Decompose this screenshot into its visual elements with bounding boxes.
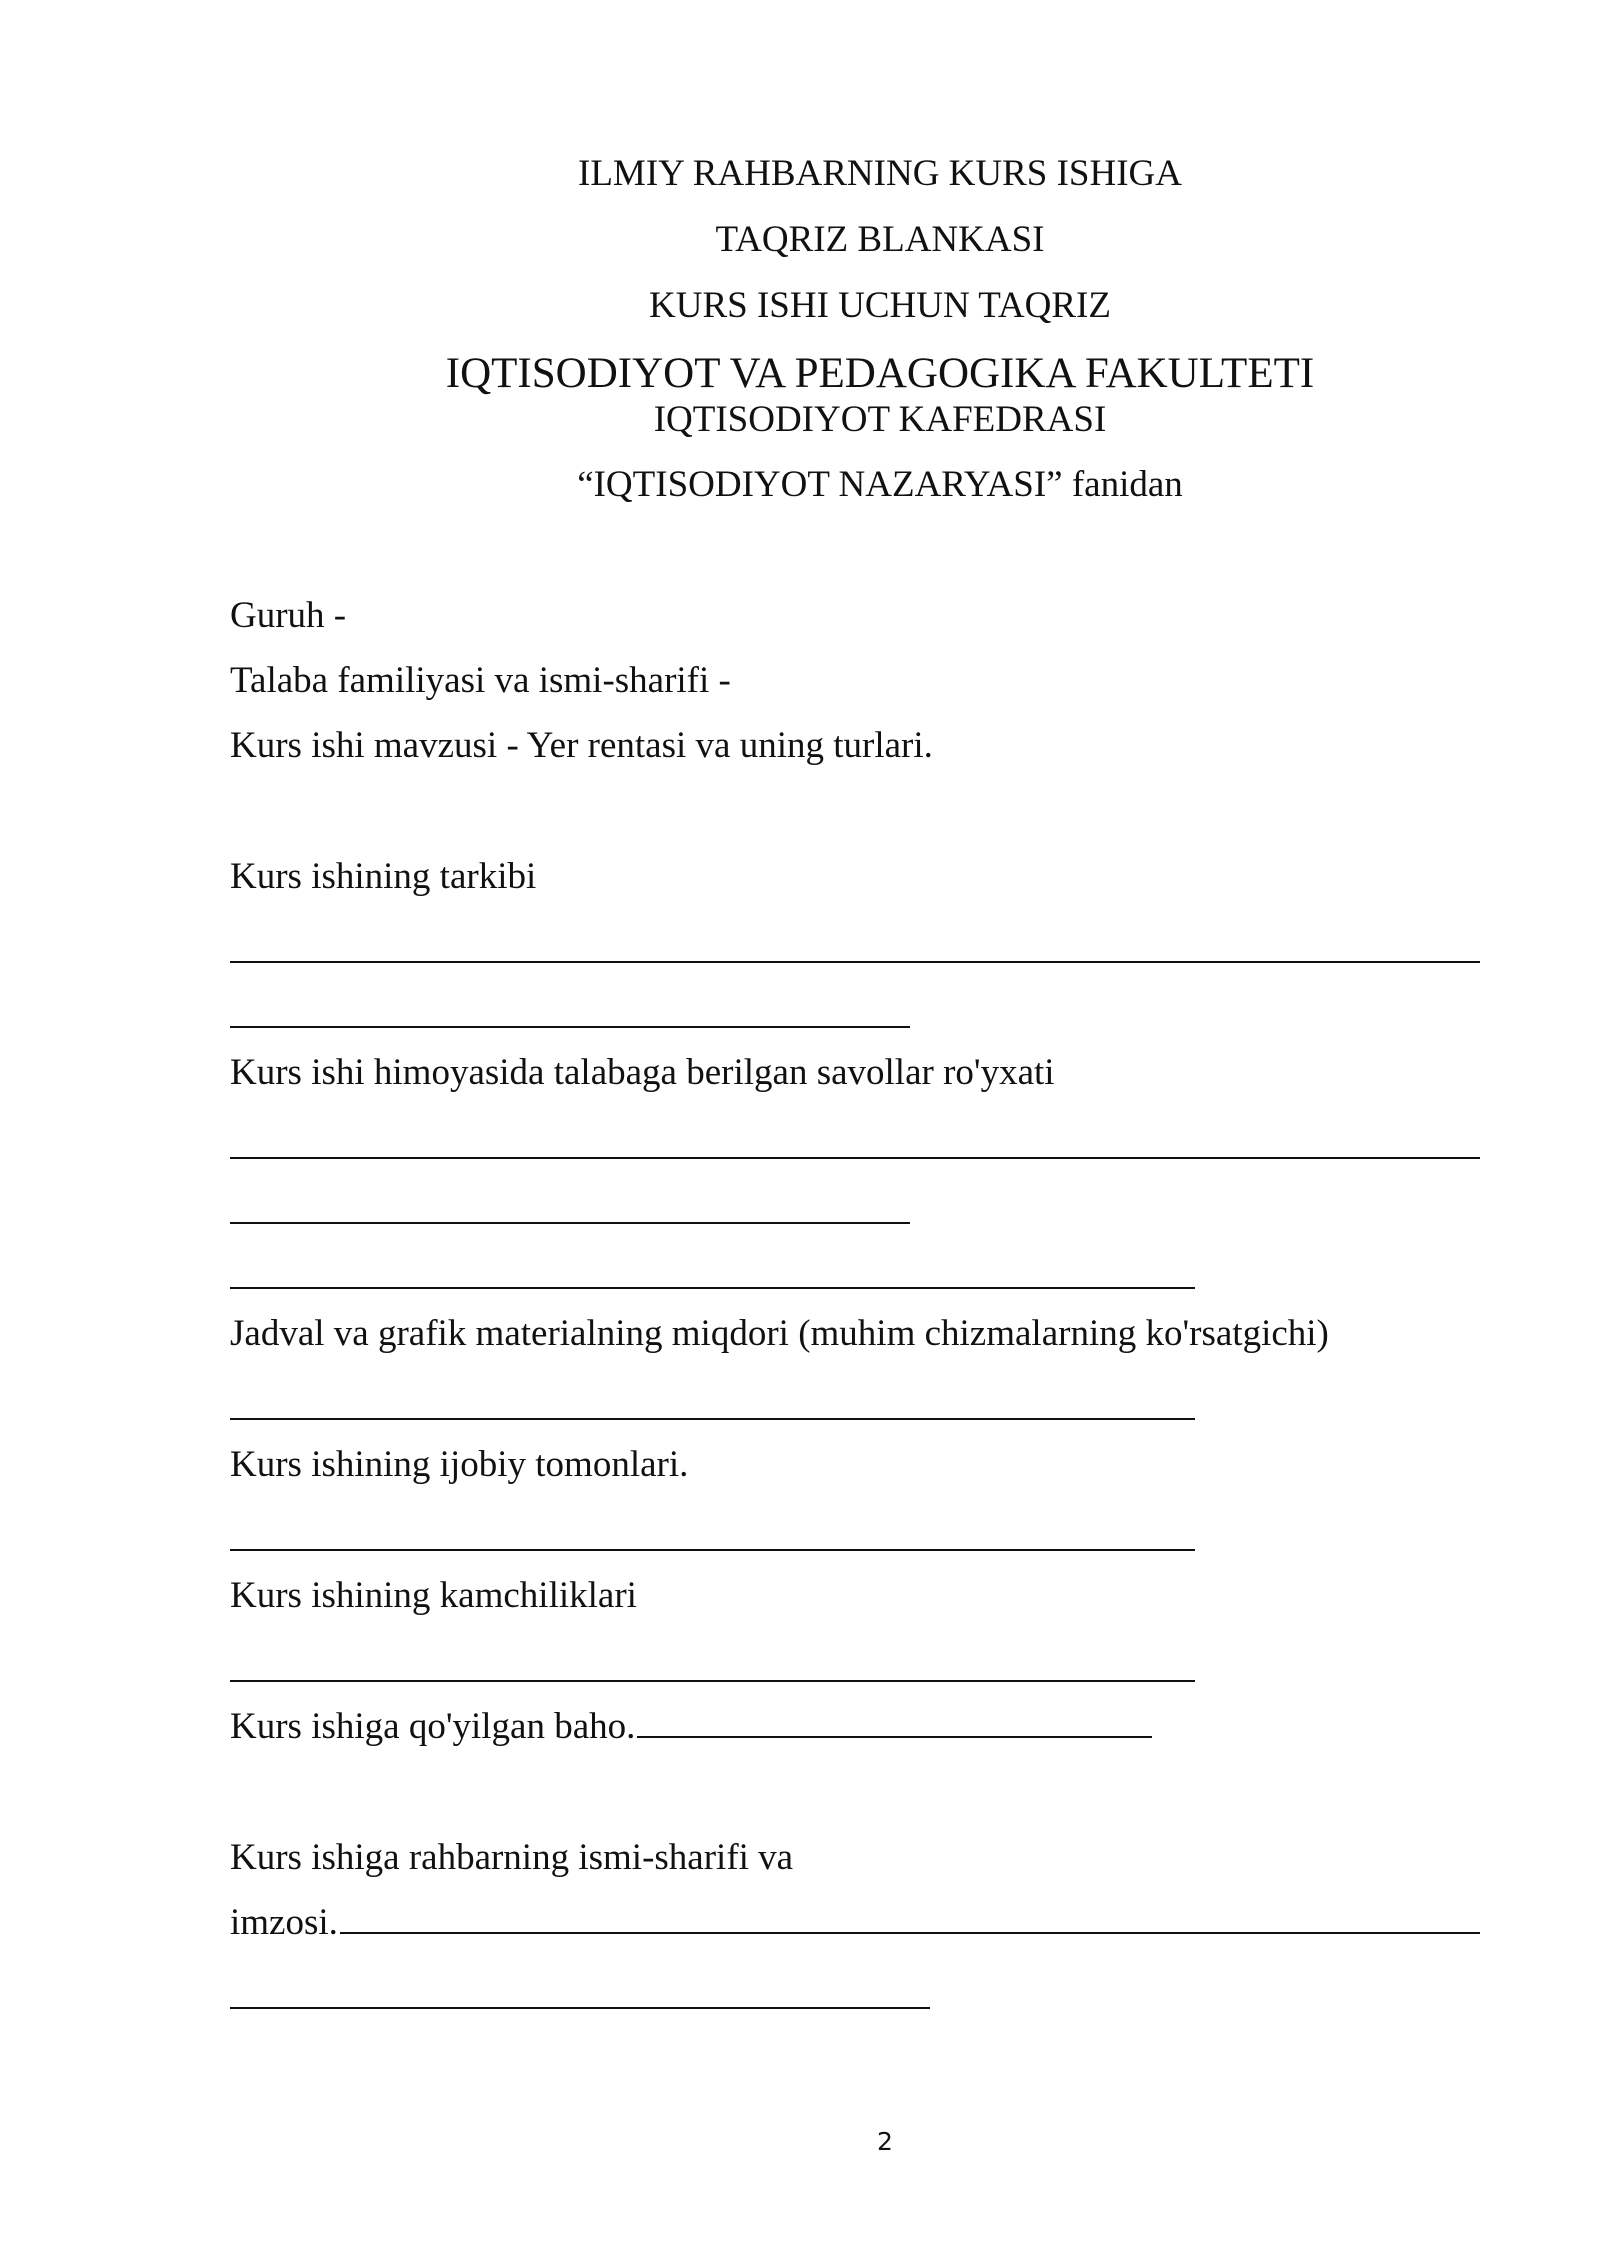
signature-label: imzosi. [230, 1902, 338, 1943]
materials-label: Jadval va grafik materialning miqdori (muhim chizmalarning ko'rsatgichi) [230, 1313, 1329, 1354]
contents-blank-line-1[interactable] [230, 961, 1480, 963]
subject-title: “IQTISODIYOT NAZARYASI” fanidan [577, 464, 1183, 505]
title-line-1: ILMIY RAHBARNING KURS ISHIGA [578, 153, 1182, 194]
department-title: IQTISODIYOT KAFEDRASI [653, 399, 1107, 440]
faculty-title: IQTISODIYOT VA PEDAGOGIKA FAKULTETI [445, 350, 1315, 397]
questions-blank-line-2[interactable] [230, 1222, 910, 1224]
signature-blank-line-2[interactable] [230, 2007, 930, 2009]
shortcomings-blank-line[interactable] [230, 1680, 1195, 1682]
positives-blank-line[interactable] [230, 1549, 1195, 1551]
group-field: Guruh - [230, 595, 347, 636]
materials-blank-line[interactable] [230, 1418, 1195, 1420]
topic-field: Kurs ishi mavzusi - Yer rentasi va uning turlari. [230, 725, 933, 766]
title-line-3: KURS ISHI UCHUN TAQRIZ [649, 285, 1111, 326]
signature-row [230, 1901, 1480, 1945]
grade-blank-line[interactable] [637, 1736, 1152, 1738]
page-number: 2 [877, 2127, 893, 2156]
grade-label: Kurs ishiga qo'yilgan baho. [230, 1706, 636, 1747]
questions-label: Kurs ishi himoyasida talabaga berilgan savollar ro'yxati [230, 1052, 1055, 1093]
questions-blank-line-1[interactable] [230, 1157, 1480, 1159]
questions-blank-line-3[interactable] [230, 1287, 1195, 1289]
student-name-field: Talaba familiyasi va ismi-sharifi - [230, 660, 731, 701]
signature-blank-line[interactable] [340, 1932, 1480, 1934]
grade-row [230, 1705, 1152, 1749]
shortcomings-label: Kurs ishining kamchiliklari [230, 1575, 637, 1616]
positives-label: Kurs ishining ijobiy tomonlari. [230, 1444, 689, 1485]
contents-label: Kurs ishining tarkibi [230, 856, 537, 897]
title-line-2: TAQRIZ BLANKASI [715, 219, 1045, 260]
supervisor-label: Kurs ishiga rahbarning ismi-sharifi va [230, 1837, 794, 1878]
contents-blank-line-2[interactable] [230, 1026, 910, 1028]
